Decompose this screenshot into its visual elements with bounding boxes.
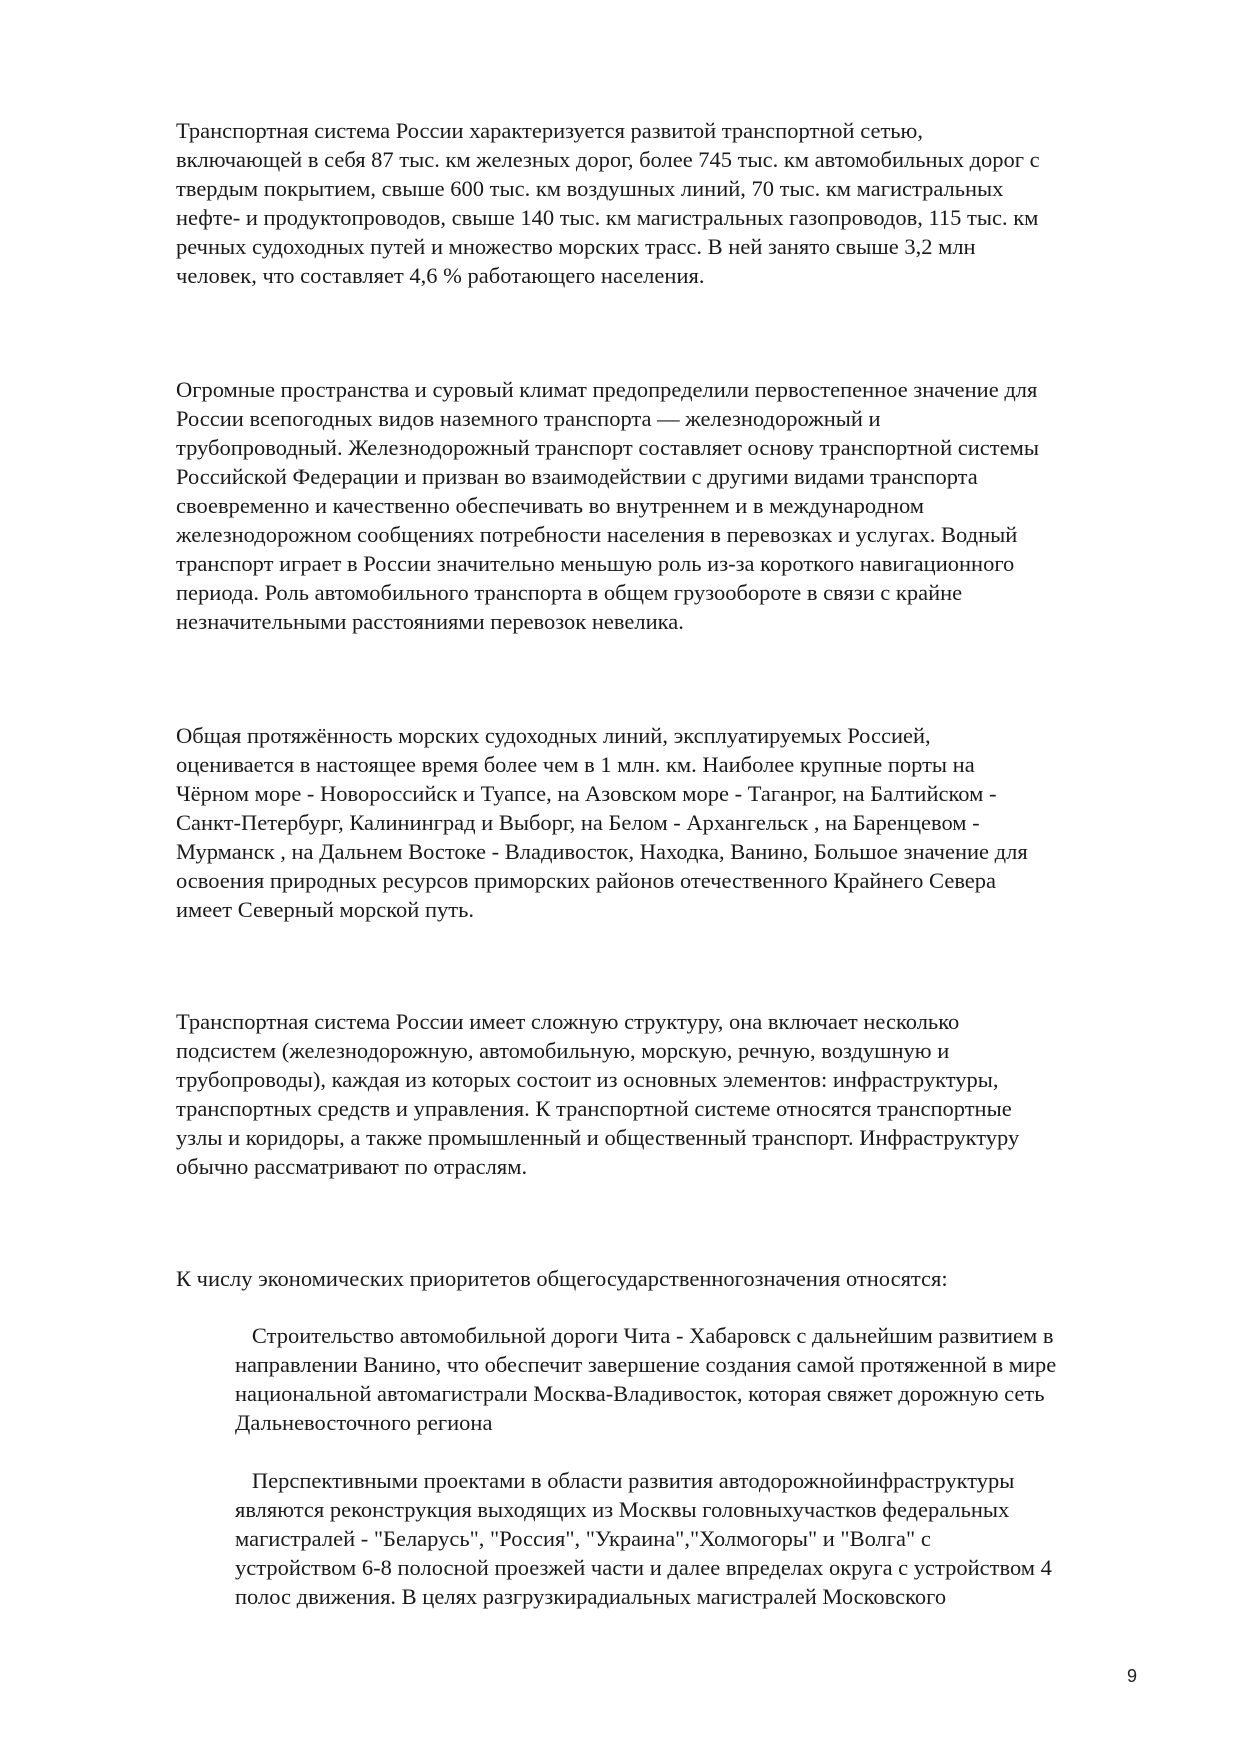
text-line: Российской Федерации и призван во взаимодействии с другими видами транспорта [176, 464, 978, 489]
text-line: России всепогодных видов наземного транспорта — железнодорожный и [176, 406, 881, 431]
text-line: человек, что составляет 4,6 % работающего населения. [176, 263, 705, 288]
paragraph-ground-transport [176, 375, 1176, 636]
text-line: обычно рассматривают по отраслям. [176, 1154, 528, 1179]
text-line: магистралей - "Беларусь", "Россия", "Украина","Холмогоры" и "Волга" с [235, 1526, 931, 1551]
paragraph-system-structure [176, 1007, 1176, 1181]
text-line: освоения природных ресурсов приморских районов отечественного Крайнего Севера [176, 868, 997, 893]
text-line: Общая протяжённость морских судоходных линий, эксплуатируемых Россией, [176, 723, 931, 748]
text-line: железнодорожном сообщениях потребности населения в перевозках и услугах. Водный [176, 522, 1018, 547]
text-line: направлении Ванино, что обеспечит завершение создания самой протяженной в мире [235, 1352, 1057, 1377]
text-line: транспортных средств и управления. К транспортной системе относятся транспортные [176, 1096, 1012, 1121]
priority-item-chita-khabarovsk [235, 1321, 1185, 1437]
text-line: Чёрном море - Новороссийск и Туапсе, на Азовском море - Таганрог, на Балтийском - [176, 781, 997, 806]
text-line: устройством 6-8 полосной проезжей части и далее впределах округа с устройством 4 [235, 1555, 1052, 1580]
priority-item-moscow-highways [235, 1466, 1185, 1611]
text-line: национальной автомагистрали Москва-Владивосток, которая свяжет дорожную сеть [235, 1381, 1045, 1406]
text-line: нефте- и продуктопроводов, свыше 140 тыс. км магистральных газопроводов, 115 тыс. км [176, 205, 1039, 230]
paragraph-priorities-intro [176, 1264, 1176, 1293]
text-line: транспорт играет в России значительно меньшую роль из-за короткого навигационного [176, 551, 1015, 576]
text-line: Транспортная система России характеризуется развитой транспортной сетью, [176, 118, 923, 143]
text-line: Транспортная система России имеет сложную структуру, она включает несколько [176, 1009, 960, 1034]
text-line: речных судоходных путей и множество морских трасс. В ней занято свыше 3,2 млн [176, 234, 976, 259]
text-line: оценивается в настоящее время более чем в 1 млн. км. Наиболее крупные порты на [176, 752, 975, 777]
text-line: полос движения. В целях разгрузкирадиальных магистралей Московского [235, 1584, 947, 1609]
text-line: Санкт-Петербург, Калининград и Выборг, на Белом - Архангельск , на Баренцевом - [176, 810, 980, 835]
text-line: имеет Северный морской путь. [176, 897, 474, 922]
page-number: 9 [1127, 1666, 1138, 1686]
text-line: подсистем (железнодорожную, автомобильную, морскую, речную, воздушную и [176, 1038, 950, 1063]
text-line: Перспективными проектами в области развития автодорожнойинфраструктуры [235, 1468, 1015, 1493]
text-line: своевременно и качественно обеспечивать во внутреннем и в международном [176, 493, 925, 518]
paragraph-transport-network [176, 116, 1176, 290]
text-line: трубопроводный. Железнодорожный транспорт составляет основу транспортной системы [176, 435, 1039, 460]
text-line: трубопроводы), каждая из которых состоит из основных элементов: инфраструктуры, [176, 1067, 999, 1092]
text-line: являются реконструкция выходящих из Москвы головныхучастков федеральных [235, 1497, 1010, 1522]
text-line: Огромные пространства и суровый климат предопределили первостепенное значение для [176, 377, 1038, 402]
text-line: узлы и коридоры, а также промышленный и общественный транспорт. Инфраструктуру [176, 1125, 1020, 1150]
paragraph-sea-routes [176, 721, 1176, 924]
text-line: К числу экономических приоритетов общегосударственногозначения относятся: [176, 1266, 948, 1291]
text-line: включающей в себя 87 тыс. км железных дорог, более 745 тыс. км автомобильных дорог с [176, 147, 1040, 172]
text-line: незначительными расстояниями перевозок невелика. [176, 609, 684, 634]
text-line: Мурманск , на Дальнем Востоке - Владивосток, Находка, Ванино, Большое значение для [176, 839, 1028, 864]
text-line: периода. Роль автомобильного транспорта в общем грузообороте в связи с крайне [176, 580, 963, 605]
text-line: твердым покрытием, свыше 600 тыс. км воздушных линий, 70 тыс. км магистральных [176, 176, 1004, 201]
text-line: Дальневосточного региона [235, 1410, 493, 1435]
text-line: Строительство автомобильной дороги Чита - Хабаровск с дальнейшим развитием в [235, 1323, 1054, 1348]
